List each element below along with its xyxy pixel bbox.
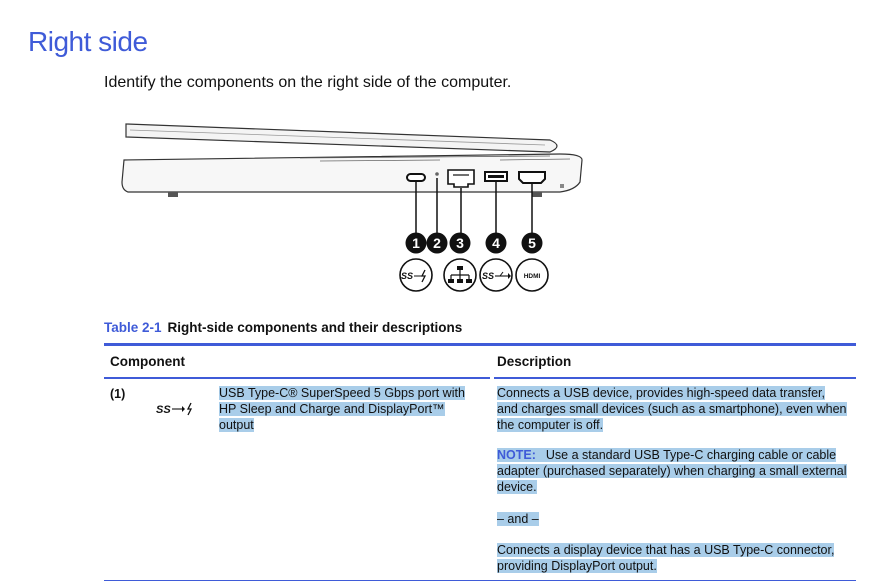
component-description-2: Connects a display device that has a USB Type-C connector, providing DisplayPort output. <box>497 543 835 573</box>
table-caption-number: Table 2-1 <box>104 320 162 335</box>
note-label: NOTE: <box>497 448 536 462</box>
hdmi-port <box>519 172 545 183</box>
svg-text:5: 5 <box>528 235 536 251</box>
hdmi-icon <box>516 259 548 291</box>
callout-3 <box>450 233 471 254</box>
component-name: USB Type-C® SuperSpeed 5 Gbps port with HP Sleep and Charge and DisplayPort™ output <box>219 386 465 432</box>
table-caption-text: Right-side components and their descriptions <box>167 320 463 335</box>
svg-text:SS: SS <box>481 271 495 281</box>
table-top-rule <box>104 343 856 346</box>
header-description: Description <box>497 354 572 369</box>
usb-c-superspeed-charge-icon <box>400 259 432 291</box>
table-caption <box>104 320 462 335</box>
svg-text:1: 1 <box>412 235 420 251</box>
rj45-port <box>448 170 474 187</box>
callout-5 <box>522 233 543 254</box>
and-separator: – and – <box>497 512 539 526</box>
usb-superspeed-icon <box>480 259 512 291</box>
charging-light <box>435 172 439 176</box>
svg-text:4: 4 <box>492 235 500 251</box>
usb-c-superspeed-charge-icon <box>156 402 200 416</box>
callout-4 <box>486 233 507 254</box>
callout-1 <box>406 233 427 254</box>
component-description: Connects a USB device, provides high-speed data transfer, and charges small devices (such as a smartphone), even when the computer is off. <box>497 386 847 432</box>
svg-text:3: 3 <box>456 235 464 251</box>
note <box>497 447 849 495</box>
svg-text:SS: SS <box>156 404 171 416</box>
svg-text:HDMI: HDMI <box>523 273 541 280</box>
callout-2 <box>427 233 448 254</box>
rj45-network-icon <box>444 259 476 291</box>
usb-c-port <box>407 174 425 181</box>
header-rule-component <box>104 377 490 379</box>
intro-text: Identify the components on the right side of the computer. <box>104 74 512 91</box>
svg-text:2: 2 <box>433 235 441 251</box>
page-title: Right side <box>28 26 148 57</box>
header-component: Component <box>110 354 185 369</box>
laptop-right-side-figure <box>120 112 590 302</box>
svg-text:SS: SS <box>400 271 414 281</box>
table-bottom-rule <box>104 580 856 581</box>
header-rule-description <box>494 377 856 379</box>
note-text: Use a standard USB Type-C charging cable or cable adapter (purchased separately) when charging a small external device. <box>497 448 847 494</box>
row-number: (1) <box>110 387 126 401</box>
